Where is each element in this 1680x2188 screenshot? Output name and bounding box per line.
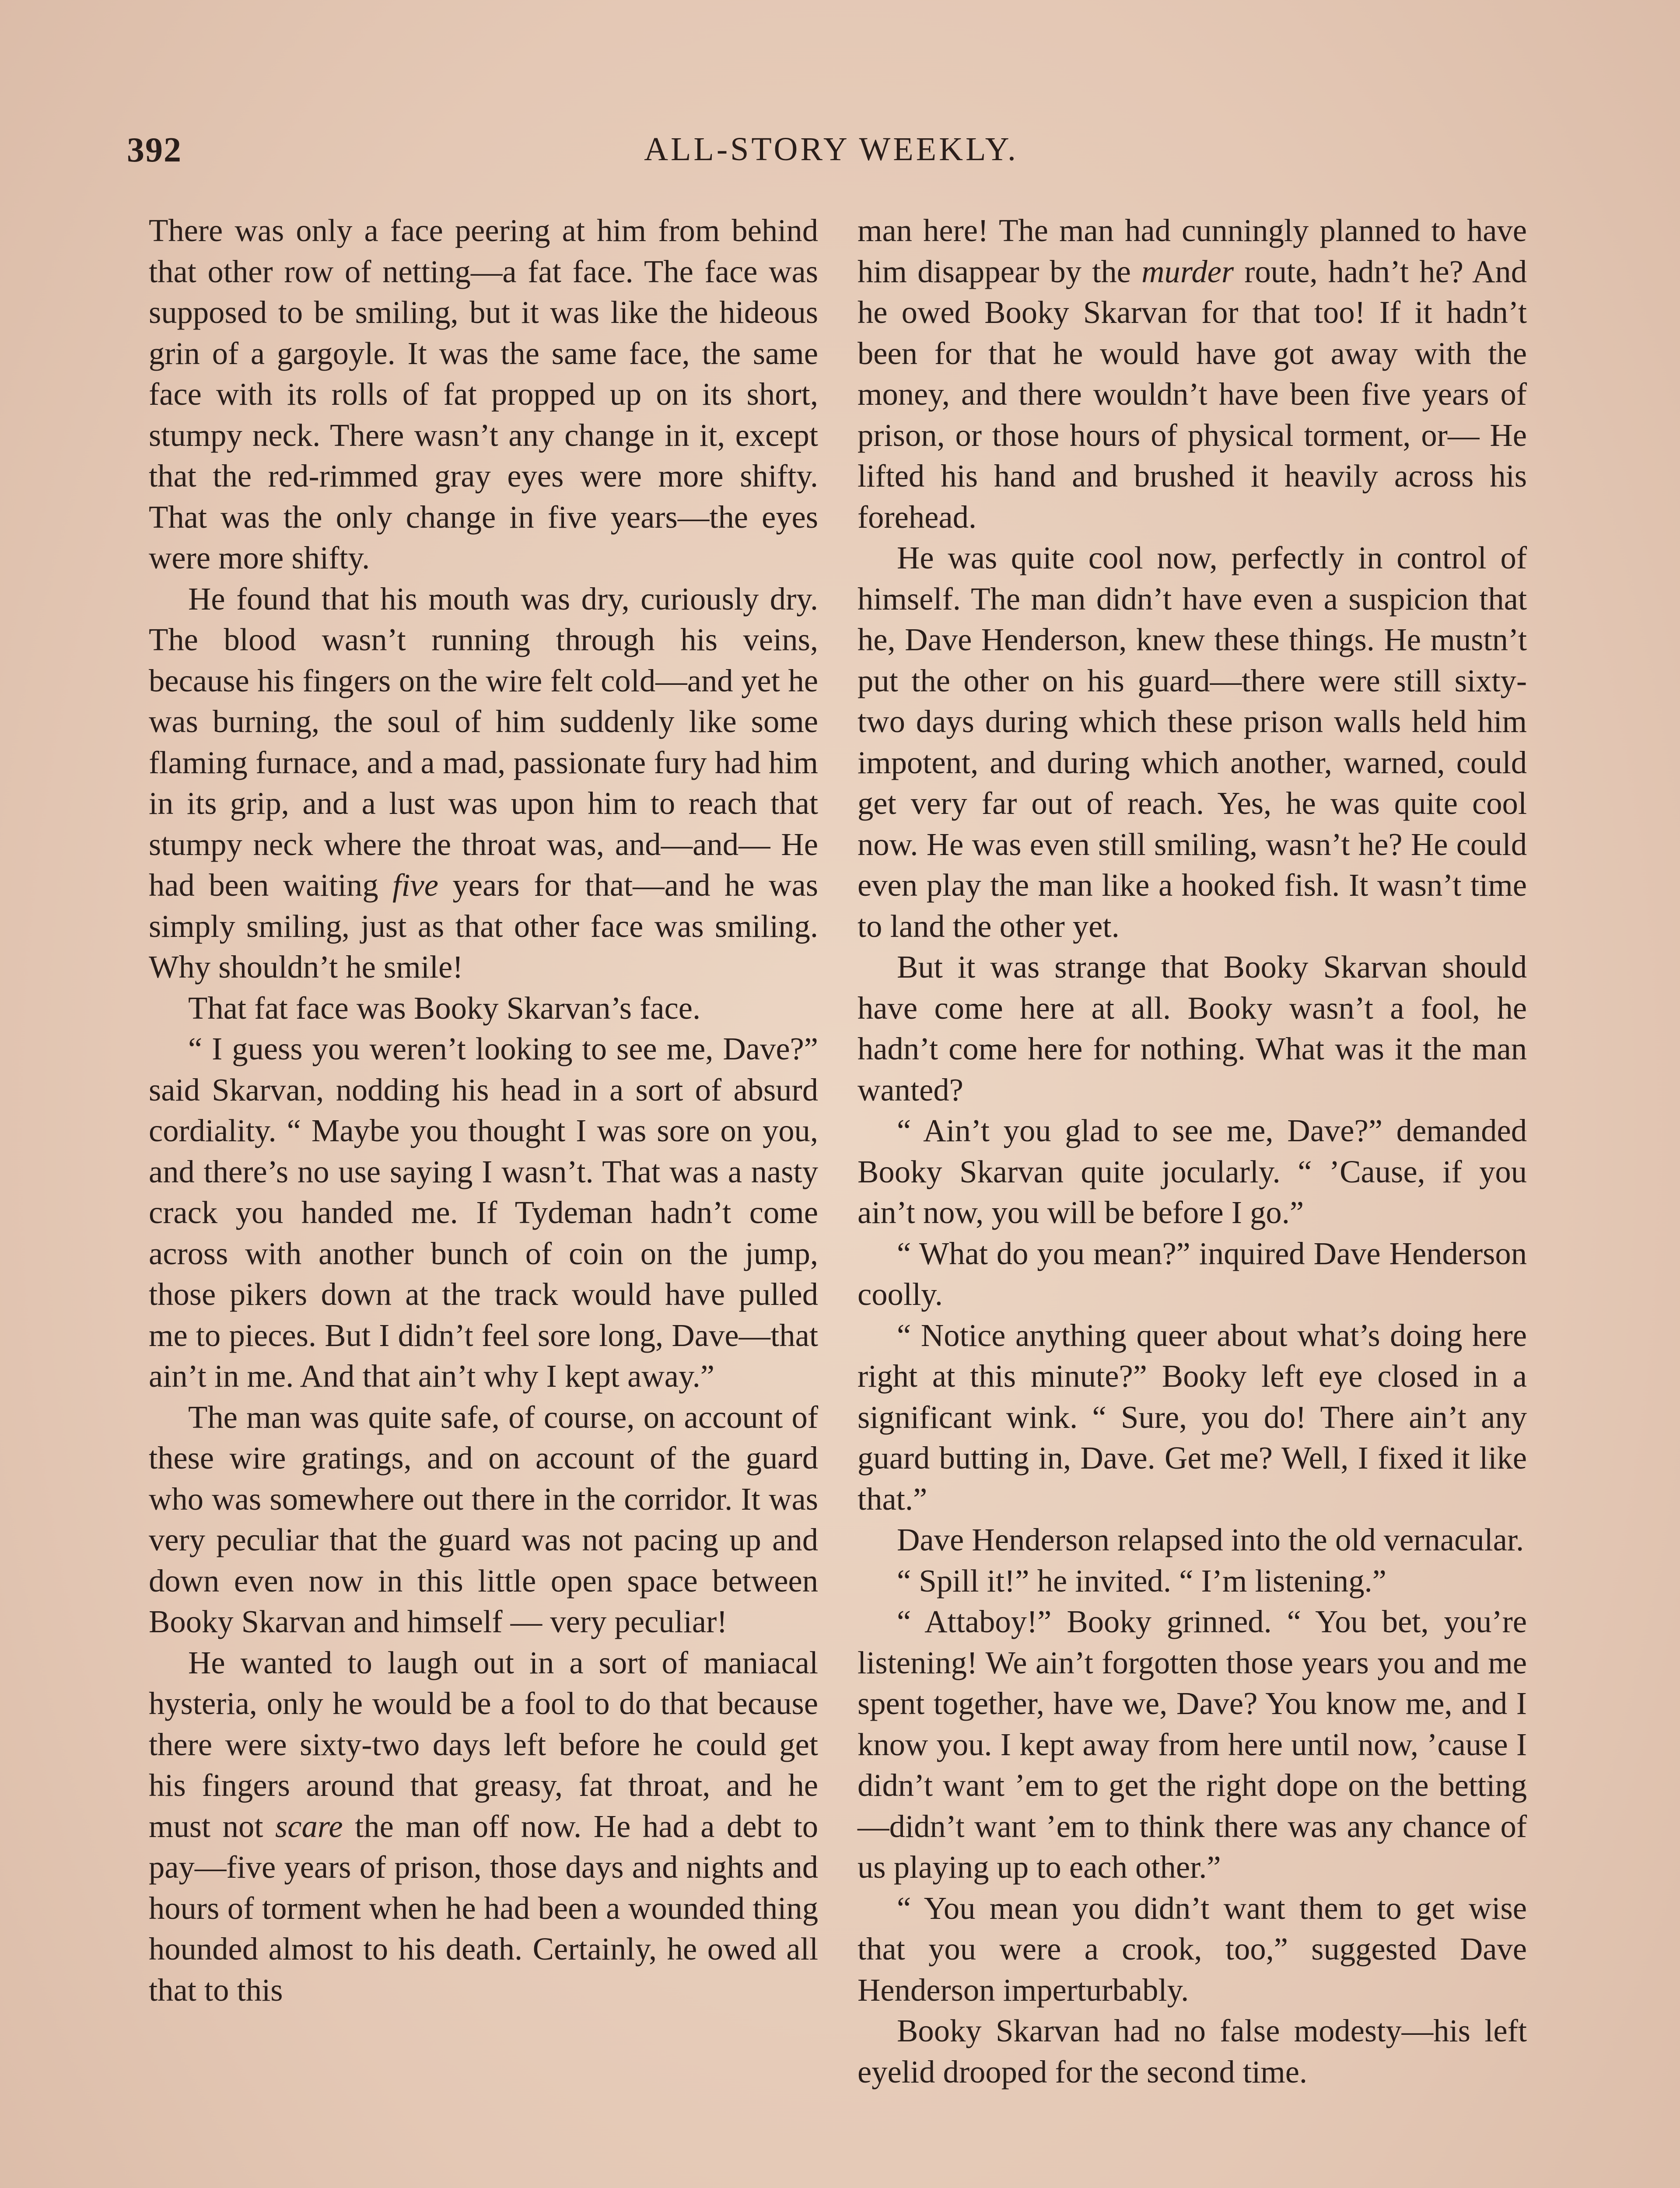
paragraph: He wanted to laugh out in a sort of maniacal hysteria, only he would be a fool to do that because there were sixty-two days left before he could get his fingers around that greasy, fat throat, and he must not scare the man off now. He had a debt to pay—five years of prison, those days and nights and hours of torment when he had been a wounded thing hounded almost to his death. Certainly, he owed all that to this	[149, 1645, 819, 2008]
emphasis: scare	[275, 1808, 343, 1844]
paragraph: “ What do you mean?” inquired Dave Henderson coolly.	[858, 1235, 1527, 1312]
page-number: 392	[127, 131, 182, 169]
paragraph: Dave Henderson relapsed into the old vernacular.	[897, 1522, 1524, 1557]
emphasis: murder	[1141, 253, 1234, 289]
paragraph: “ Attaboy!” Booky grinned. “ You bet, you’re listening! We ain’t forgotten those years you and me spent together, have we, Dave? You know me, and I know you. I kept away from here until now, ’cause I didn’t want ’em to get the right dope on the betting—didn’t want ’em to think there was any chance of us playing up to each other.”	[858, 1604, 1527, 1885]
paragraph: The man was quite safe, of course, on account of these wire gratings, and on account of the guard who was somewhere out there in the corridor. It was very peculiar that the guard was not pacing up and down even now in this little open space between Booky Skarvan and himself — very peculiar!	[149, 1399, 818, 1639]
running-head: ALL-STORY WEEKLY.	[644, 131, 1018, 168]
paragraph: Booky Skarvan had no false modesty—his left eyelid drooped for the second time.	[858, 2013, 1527, 2090]
paragraph: He found that his mouth was dry, curiously dry. The blood wasn’t running through his veins, because his fingers on the wire felt cold—and yet he was burning, the soul of him suddenly like some flaming furnace, and a mad, passionate fury had him in its grip, and a lust was upon him to reach that stumpy neck where the throat was, and—and— He had been waiting five years for that—and he was simply smiling, just as that other face was smiling. Why shouldn’t he smile!	[149, 581, 819, 985]
paragraph: “ You mean you didn’t want them to get wise that you were a crook, too,” suggested Dave Henderson imperturbably.	[858, 1890, 1527, 2008]
paragraph: “ Ain’t you glad to see me, Dave?” demanded Booky Skarvan quite jocularly. “ ’Cause, if you ain’t now, you will be before I go.”	[858, 1113, 1527, 1230]
right-column	[858, 210, 1527, 2092]
paragraph: “ Spill it!” he invited. “ I’m listening.”	[897, 1563, 1386, 1599]
paragraph: But it was strange that Booky Skarvan should have come here at all. Booky wasn’t a fool, he hadn’t come here for nothing. What was it the man wanted?	[858, 949, 1527, 1108]
paragraph: “ I guess you weren’t looking to see me, Dave?” said Skarvan, nodding his head in a sort of absurd cordiality. “ Maybe you thought I was sore on you, and there’s no use saying I wasn’t. That was a nasty crack you handed me. If Tydeman hadn’t come across with another bunch of coin on the jump, those pikers down at the track would have pulled me to pieces. But I didn’t feel sore long, Dave—that ain’t in me. And that ain’t why I kept away.”	[149, 1031, 818, 1394]
paragraph: He was quite cool now, perfectly in control of himself. The man didn’t have even a suspicion that he, Dave Henderson, knew these things. He mustn’t put the other on his guard—there were still sixty-two days during which these prison walls held him impotent, and during which another, warned, could get very far out of reach. Yes, he was quite cool now. He was even still smiling, wasn’t he? He could even play the man like a hooked fish. It wasn’t time to land the other yet.	[858, 540, 1527, 944]
emphasis: five	[392, 867, 438, 903]
page-header	[127, 130, 1536, 179]
paragraph: There was only a face peering at him from behind that other row of netting—a fat face. The face was supposed to be smiling, but it was like the hideous grin of a gargoyle. It was the same face, the same face with its rolls of fat propped up on its short, stumpy neck. There wasn’t any change in it, except that the red-rimmed gray eyes were more shifty. That was the only change in five years—the eyes were more shifty.	[149, 213, 818, 575]
left-column	[149, 210, 818, 2010]
paragraph: “ Notice anything queer about what’s doing here right at this minute?” Booky left eye closed in a significant wink. “ Sure, you do! There ain’t any guard butting in, Dave. Get me? Well, I fixed it like that.”	[858, 1317, 1527, 1517]
paragraph: man here! The man had cunningly planned to have him disappear by the murder route, hadn’t he? And he owed Booky Skarvan for that too! If it hadn’t been for that he would have got away with the money, and there wouldn’t have been five years of prison, or those hours of physical torment, or— He lifted his hand and brushed it heavily across his forehead.	[858, 213, 1527, 535]
paragraph: That fat face was Booky Skarvan’s face.	[188, 990, 701, 1026]
